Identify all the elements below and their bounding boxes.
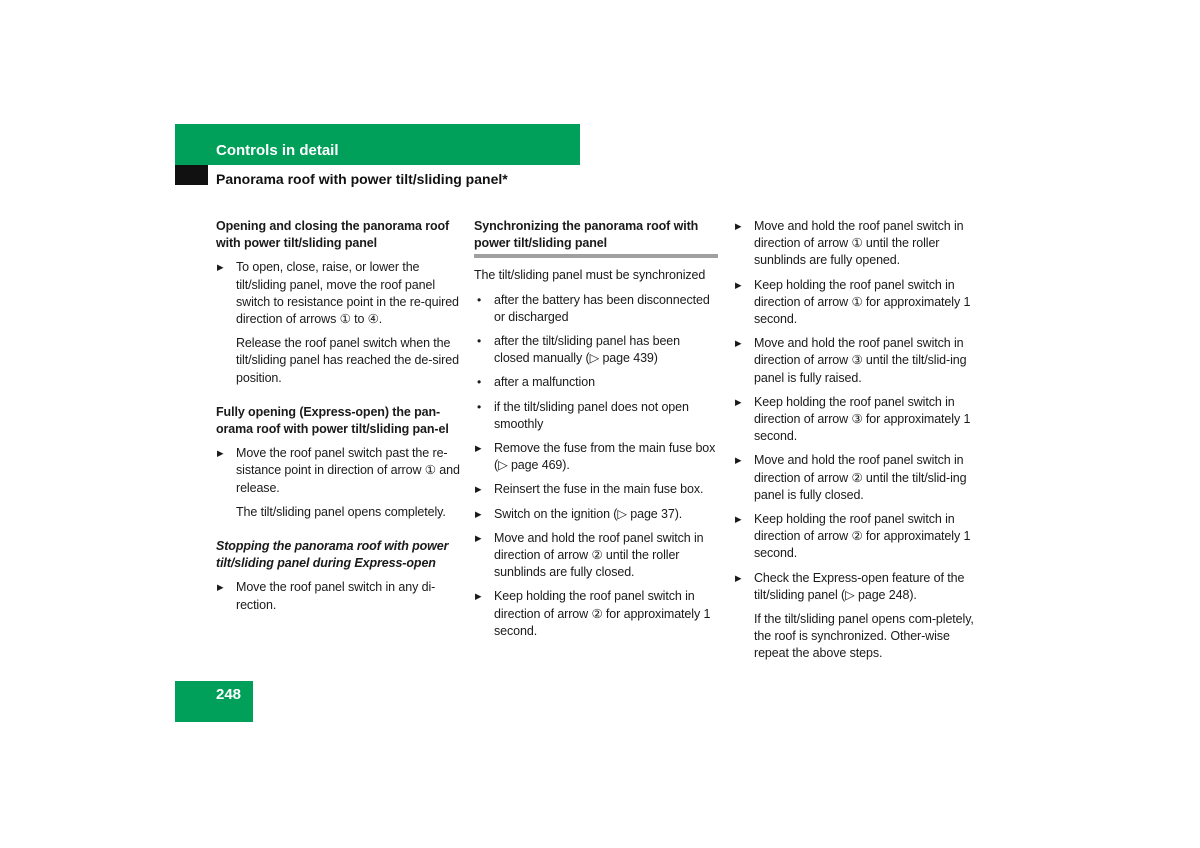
page-number-box — [175, 681, 253, 722]
section-title: Controls in detail — [216, 142, 339, 159]
intro-synchronized: The tilt/sliding panel must be synchronized — [474, 268, 706, 283]
step-check-express-open: ▶ Check the Express-open feature of the tilt/sliding panel (▷ page 248). — [734, 570, 982, 604]
step-raise-panel: ▶ Move and hold the roof panel switch in direction of arrow ③ until the tilt/slid-ing panel is fully raised. — [734, 335, 982, 387]
note-opens-completely: The tilt/sliding panel opens completely. — [236, 504, 446, 519]
bullet-not-smooth: • if the tilt/sliding panel does not open smoothly — [474, 399, 718, 433]
step-hold-arrow-1: ▶ Keep holding the roof panel switch in direction of arrow ① for approximately 1 second. — [734, 277, 982, 329]
step-open-sunblinds: ▶ Move and hold the roof panel switch in direction of arrow ① until the roller sunblinds are fully opened. — [734, 218, 982, 270]
note-release-switch: Release the roof panel switch when the tilt/sliding panel has reached the de-sired position. — [236, 336, 459, 385]
heading-stopping: Stopping the panorama roof with power tilt/sliding panel during Express-open — [216, 539, 449, 571]
step-close-panel: ▶ Move and hold the roof panel switch in direction of arrow ② until the tilt/slid-ing panel is fully closed. — [734, 452, 982, 504]
page-subtitle: Panorama roof with power tilt/sliding panel* — [216, 171, 508, 187]
note-synchronized: If the tilt/sliding panel opens com-pletely, the roof is synchronized. Other-wise repeat the above steps. — [754, 612, 974, 661]
heading-synchronizing: Synchronizing the panorama roof with power tilt/sliding panel — [474, 218, 718, 258]
side-marker — [175, 165, 208, 185]
bullet-closed-manually: • after the tilt/sliding panel has been closed manually (▷ page 439) — [474, 333, 718, 367]
step-open-close: ▶ To open, close, raise, or lower the tilt/sliding panel, move the roof panel switch to resistance point in the re-quired direction of arrows ① to ④. — [216, 259, 464, 328]
step-hold-arrow-2-again: ▶ Keep holding the roof panel switch in direction of arrow ② for approximately 1 second. — [734, 511, 982, 563]
step-close-sunblinds: ▶ Move and hold the roof panel switch in direction of arrow ② until the roller sunblinds are fully closed. — [474, 530, 718, 582]
step-remove-fuse: ▶ Remove the fuse from the main fuse box (▷ page 469). — [474, 440, 718, 474]
heading-opening-closing: Opening and closing the panorama roof with power tilt/sliding panel — [216, 219, 450, 251]
spacer — [216, 394, 464, 404]
step-stop: ▶ Move the roof panel switch in any di-rection. — [216, 579, 464, 613]
step-express-open: ▶ Move the roof panel switch past the re-sistance point in direction of arrow ① and release. — [216, 445, 464, 497]
step-ignition: ▶ Switch on the ignition (▷ page 37). — [474, 506, 718, 523]
step-hold-arrow-2: ▶ Keep holding the roof panel switch in direction of arrow ② for approximately 1 second. — [474, 588, 718, 640]
heading-express-open: Fully opening (Express-open) the pan-orama roof with power tilt/sliding pan-el — [216, 404, 449, 437]
spacer — [216, 528, 464, 538]
step-hold-arrow-3: ▶ Keep holding the roof panel switch in direction of arrow ③ for approximately 1 second. — [734, 394, 982, 446]
page-number: 248 — [216, 686, 242, 703]
bullet-malfunction: • after a malfunction — [474, 374, 718, 391]
step-reinsert-fuse: ▶ Reinsert the fuse in the main fuse box. — [474, 481, 718, 498]
column-3 — [734, 218, 982, 670]
column-1 — [216, 218, 464, 621]
bullet-battery: • after the battery has been disconnected or discharged — [474, 292, 718, 326]
column-2 — [474, 218, 718, 647]
